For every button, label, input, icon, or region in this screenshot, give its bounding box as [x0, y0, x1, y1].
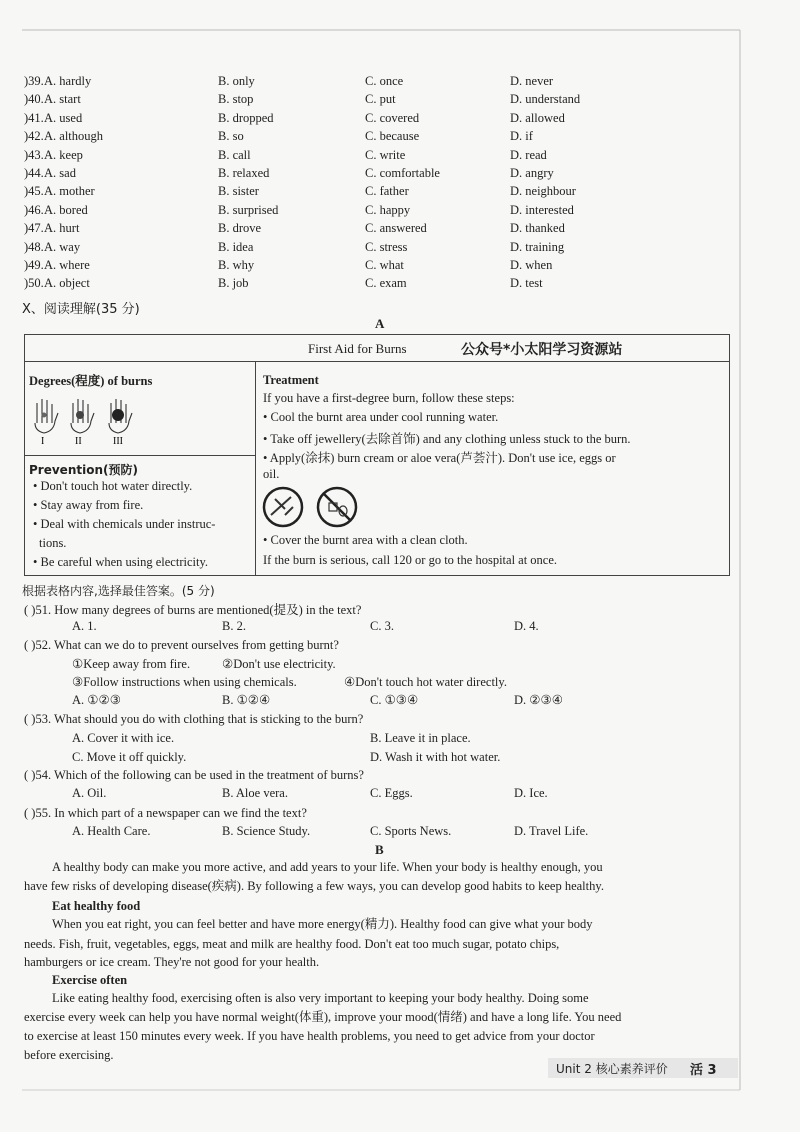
footer-unit: Unit 2 核心素养评价	[556, 1062, 668, 1076]
cloze-option-c[interactable]: C. because	[365, 129, 420, 144]
cloze-option-d[interactable]: D. angry	[510, 166, 554, 180]
cloze-option-d[interactable]: D. interested	[510, 202, 574, 217]
cloze-option-c[interactable]: C. stress	[365, 239, 408, 254]
cloze-option-b[interactable]: B. stop	[218, 92, 254, 107]
table-title: First Aid for Burns	[308, 341, 407, 356]
passage-b-line: hamburgers or ice cream. They're not good for your health.	[24, 955, 320, 969]
q55-option-d[interactable]: D. Travel Life.	[514, 824, 589, 838]
cloze-option-d[interactable]: D. thanked	[510, 221, 565, 236]
cloze-question-number: )49.	[24, 258, 44, 272]
cloze-option-b[interactable]: B. only	[218, 74, 255, 88]
passage-b-label: B	[375, 842, 384, 857]
treatment-heading: Treatment	[263, 373, 319, 387]
first-aid-table	[24, 334, 730, 576]
cloze-option-b[interactable]: B. drove	[218, 221, 262, 236]
cloze-question-number: )44.	[24, 166, 44, 180]
cloze-option-c[interactable]: C. put	[365, 92, 396, 107]
prevention-item: • Stay away from fire.	[33, 498, 144, 512]
cloze-option-d[interactable]: D. neighbour	[510, 184, 576, 199]
q52-option-d[interactable]: D. ②③④	[514, 693, 563, 707]
cloze-option-c[interactable]: C. comfortable	[365, 166, 440, 180]
passage-b-line: A healthy body can make you more active, and add years to your life. When your body is healthy enough, you	[52, 860, 603, 874]
cloze-question-number: )47.	[24, 221, 44, 236]
section-heading: X、阅读理解(35 分)	[22, 302, 140, 317]
cloze-option-d[interactable]: D. read	[510, 147, 547, 162]
cloze-option-b[interactable]: B. call	[218, 147, 251, 162]
degrees-heading: Degrees(程度) of burns	[29, 374, 153, 388]
burn-degree-icons	[31, 393, 151, 450]
q54-option-d[interactable]: D. Ice.	[514, 786, 548, 800]
passage-b-line: Like eating healthy food, exercising often is also very important to keeping your body healthy. Doing some	[52, 991, 589, 1005]
q53-option-d[interactable]: D. Wash it with hot water.	[370, 750, 501, 764]
cloze-option-c[interactable]: C. once	[365, 74, 404, 88]
cloze-question-number: )46.	[24, 202, 44, 217]
cloze-option-b[interactable]: B. why	[218, 258, 255, 272]
q54-option-c[interactable]: C. Eggs.	[370, 786, 413, 800]
passage-b-line: have few risks of developing disease(疾病). By following a few ways, you can develop good habits to keep healthy.	[24, 879, 604, 893]
treatment-line: oil.	[263, 467, 280, 481]
cloze-question-number: )40.	[24, 92, 44, 107]
cloze-option-d[interactable]: D. test	[510, 276, 543, 291]
cloze-question-number: )45.	[24, 184, 44, 199]
cloze-option-d[interactable]: D. allowed	[510, 110, 565, 125]
cloze-option-b[interactable]: B. so	[218, 129, 244, 144]
cloze-option-b[interactable]: B. sister	[218, 184, 259, 199]
degree-label-2: II	[75, 436, 82, 445]
footer-page-number: 活 3	[690, 1063, 717, 1078]
cloze-option-c[interactable]: C. answered	[365, 221, 427, 236]
q52-statement-1: ①Keep away from fire.	[72, 657, 191, 671]
cloze-option-d[interactable]: D. understand	[510, 92, 581, 107]
q52-option-b[interactable]: B. ①②④	[222, 693, 271, 707]
treatment-line: • Cool the burnt area under cool running water.	[263, 410, 499, 424]
cloze-option-b[interactable]: B. dropped	[218, 110, 274, 125]
cloze-option-a[interactable]: A. hurt	[44, 221, 80, 236]
degree-label-1: I	[41, 436, 45, 445]
q53-option-a[interactable]: A. Cover it with ice.	[72, 731, 175, 745]
q51-option-a[interactable]: A. 1.	[72, 619, 97, 633]
prevention-item: • Be careful when using electricity.	[33, 555, 209, 569]
watermark: 公众号*小太阳学习资源站	[457, 339, 626, 359]
prevention-heading: Prevention(预防)	[29, 463, 138, 477]
passage-a-label: A	[375, 316, 385, 331]
cloze-option-c[interactable]: C. exam	[365, 276, 407, 291]
cloze-question-number: )48.	[24, 239, 44, 254]
q55-option-b[interactable]: B. Science Study.	[222, 824, 311, 838]
cloze-option-a[interactable]: A. although	[44, 129, 104, 144]
treatment-line: • Apply(涂抹) burn cream or aloe vera(芦荟汁). Don't use ice, eggs or	[263, 451, 616, 465]
q53-option-c[interactable]: C. Move it off quickly.	[72, 750, 187, 764]
cloze-option-a[interactable]: A. hardly	[44, 74, 92, 88]
cloze-option-a[interactable]: A. sad	[44, 166, 76, 180]
q51-option-d[interactable]: D. 4.	[514, 619, 539, 633]
cloze-question-number: )41.	[24, 110, 44, 125]
cloze-option-c[interactable]: C. father	[365, 184, 409, 199]
question-53-stem: ( )53. What should you do with clothing that is sticking to the burn?	[24, 712, 364, 726]
treatment-line: If you have a first-degree burn, follow these steps:	[263, 391, 515, 405]
q54-option-b[interactable]: B. Aloe vera.	[222, 786, 288, 800]
treatment-line: • Take off jewellery(去除首饰) and any clothing unless stuck to the burn.	[263, 432, 631, 446]
heading-exercise-often: Exercise often	[52, 973, 128, 987]
q53-option-b[interactable]: B. Leave it in place.	[370, 731, 471, 745]
degree-label-3: III	[113, 436, 123, 445]
q55-option-a[interactable]: A. Health Care.	[72, 824, 151, 838]
cloze-option-d[interactable]: D. when	[510, 258, 553, 272]
cloze-question-number: )39.	[24, 74, 44, 88]
table-divider-horizontal	[25, 455, 255, 456]
passage-b-line: before exercising.	[24, 1048, 114, 1062]
cloze-option-a[interactable]: A. where	[44, 258, 90, 272]
question-51-stem: ( )51. How many degrees of burns are mentioned(提及) in the text?	[24, 603, 362, 617]
cloze-question-number: )43.	[24, 147, 44, 162]
prevention-item: tions.	[39, 536, 67, 550]
q55-option-c[interactable]: C. Sports News.	[370, 824, 452, 838]
cloze-option-a[interactable]: A. keep	[44, 147, 83, 162]
cloze-option-b[interactable]: B. idea	[218, 239, 254, 254]
passage-b-line: to exercise at least 150 minutes every week. If you have health problems, you need to get advice from your doctor	[24, 1029, 595, 1043]
q52-statement-3: ③Follow instructions when using chemicals.	[72, 675, 297, 689]
passage-b-line: exercise every week can help you have normal weight(体重), improve your mood(情绪) and have a long life. You need	[24, 1010, 622, 1024]
question-55-stem: ( )55. In which part of a newspaper can we find the text?	[24, 806, 307, 820]
prevention-item: • Don't touch hot water directly.	[33, 479, 193, 493]
prevention-item: • Deal with chemicals under instruc-	[33, 517, 216, 531]
q54-option-a[interactable]: A. Oil.	[72, 786, 107, 800]
cloze-question-number: )50.	[24, 276, 44, 291]
cloze-question-number: )42.	[24, 129, 44, 144]
cloze-option-b[interactable]: B. job	[218, 276, 249, 291]
cloze-option-a[interactable]: A. bored	[44, 202, 88, 217]
no-ice-eggs-icons	[261, 485, 371, 536]
cloze-option-d[interactable]: D. never	[510, 74, 554, 88]
cloze-option-d[interactable]: D. training	[510, 239, 565, 254]
table-divider-vertical	[255, 361, 256, 575]
passage-b-line: needs. Fish, fruit, vegetables, eggs, meat and milk are healthy food. Don't eat too much sugar, potato chips,	[24, 937, 560, 951]
cloze-option-b[interactable]: B. surprised	[218, 202, 279, 217]
cloze-option-b[interactable]: B. relaxed	[218, 166, 270, 180]
question-54-stem: ( )54. Which of the following can be used in the treatment of burns?	[24, 768, 364, 782]
cloze-option-c[interactable]: C. happy	[365, 202, 411, 217]
instruction-a: 根据表格内容,选择最佳答案。(5 分)	[22, 584, 215, 598]
cloze-option-a[interactable]: A. used	[44, 110, 83, 125]
q52-statement-4: ④Don't touch hot water directly.	[344, 675, 507, 689]
cloze-option-a[interactable]: A. mother	[44, 184, 95, 199]
hand-burn-icon	[31, 393, 151, 445]
treatment-line: If the burn is serious, call 120 or go to the hospital at once.	[263, 553, 558, 567]
question-52-stem: ( )52. What can we do to prevent ourselves from getting burnt?	[24, 638, 339, 652]
q52-statement-2: ②Don't use electricity.	[222, 657, 336, 671]
q51-option-b[interactable]: B. 2.	[222, 619, 246, 633]
cloze-option-c[interactable]: C. what	[365, 258, 404, 272]
q52-option-a[interactable]: A. ①②③	[72, 693, 121, 707]
cloze-option-d[interactable]: D. if	[510, 129, 533, 144]
heading-eat-healthy-food: Eat healthy food	[52, 899, 141, 913]
treatment-line: • Cover the burnt area with a clean cloth.	[263, 533, 468, 547]
table-title-row	[25, 335, 729, 362]
cloze-option-a[interactable]: A. start	[44, 92, 81, 107]
cloze-option-a[interactable]: A. way	[44, 239, 81, 254]
passage-b-line: When you eat right, you can feel better and have more energy(精力). Healthy food can give what your body	[52, 917, 593, 931]
cloze-option-c[interactable]: C. write	[365, 147, 406, 162]
cloze-option-c[interactable]: C. covered	[365, 110, 420, 125]
q51-option-c[interactable]: C. 3.	[370, 619, 394, 633]
q52-option-c[interactable]: C. ①③④	[370, 693, 419, 707]
cloze-option-a[interactable]: A. object	[44, 276, 90, 291]
